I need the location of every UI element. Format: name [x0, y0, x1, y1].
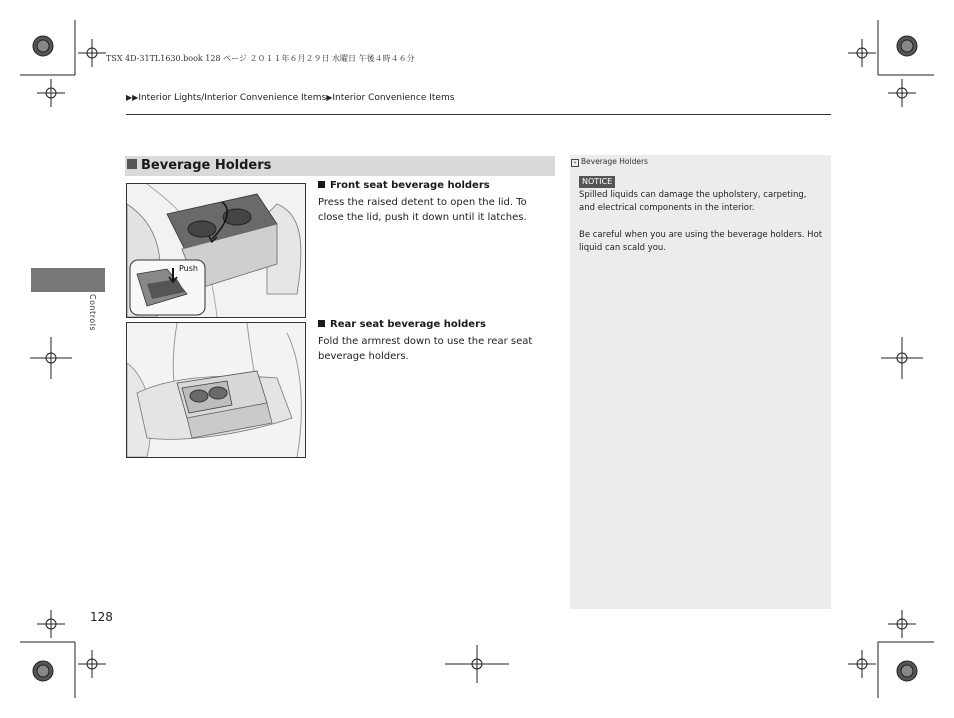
rear-seat-illustration [126, 322, 306, 458]
push-callout-label: Push [179, 264, 198, 273]
reference-icon: » [571, 159, 579, 167]
section-title: Beverage Holders [127, 158, 271, 173]
header-rule [126, 114, 831, 115]
notice-badge: NOTICE [579, 176, 615, 188]
sidebar-label: Controls [88, 294, 97, 332]
breadcrumb-arrow-icon: ▶ [326, 93, 333, 102]
page-number: 128 [90, 610, 113, 624]
square-bullet-icon [318, 181, 325, 188]
front-console-drawing [127, 184, 305, 317]
rear-seat-body: Fold the armrest down to use the rear seat beverage holders. [318, 336, 533, 362]
breadcrumb-item: Interior Lights/Interior Convenience Items [138, 93, 327, 103]
square-bullet-icon [127, 159, 137, 169]
front-seat-body: Press the raised detent to open the lid. To close the lid, push it down until it latches. [318, 197, 527, 223]
notice-text: Spilled liquids can damage the upholstery, carpeting, and electrical components in the interior. [579, 190, 807, 213]
rear-armrest-drawing [127, 323, 305, 457]
front-seat-illustration [126, 183, 306, 318]
rear-seat-heading: Rear seat beverage holders [318, 319, 486, 330]
front-seat-heading: Front seat beverage holders [318, 180, 490, 191]
caution-text: Be careful when you are using the beverage holders. Hot liquid can scald you. [579, 230, 823, 253]
side-note-panel [570, 155, 831, 609]
breadcrumb-item: Interior Convenience Items [332, 93, 455, 103]
square-bullet-icon [318, 320, 325, 327]
breadcrumb-arrow-icon: ▶▶ [126, 93, 139, 102]
breadcrumb [126, 93, 454, 103]
print-header: TSX 4D-31TL1630.book 128 ページ ２０１１年６月２９日 水曜日 午後４時４６分 [106, 54, 415, 63]
sidebar-tab [31, 268, 105, 292]
side-note-reference: » Beverage Holders [571, 157, 648, 167]
